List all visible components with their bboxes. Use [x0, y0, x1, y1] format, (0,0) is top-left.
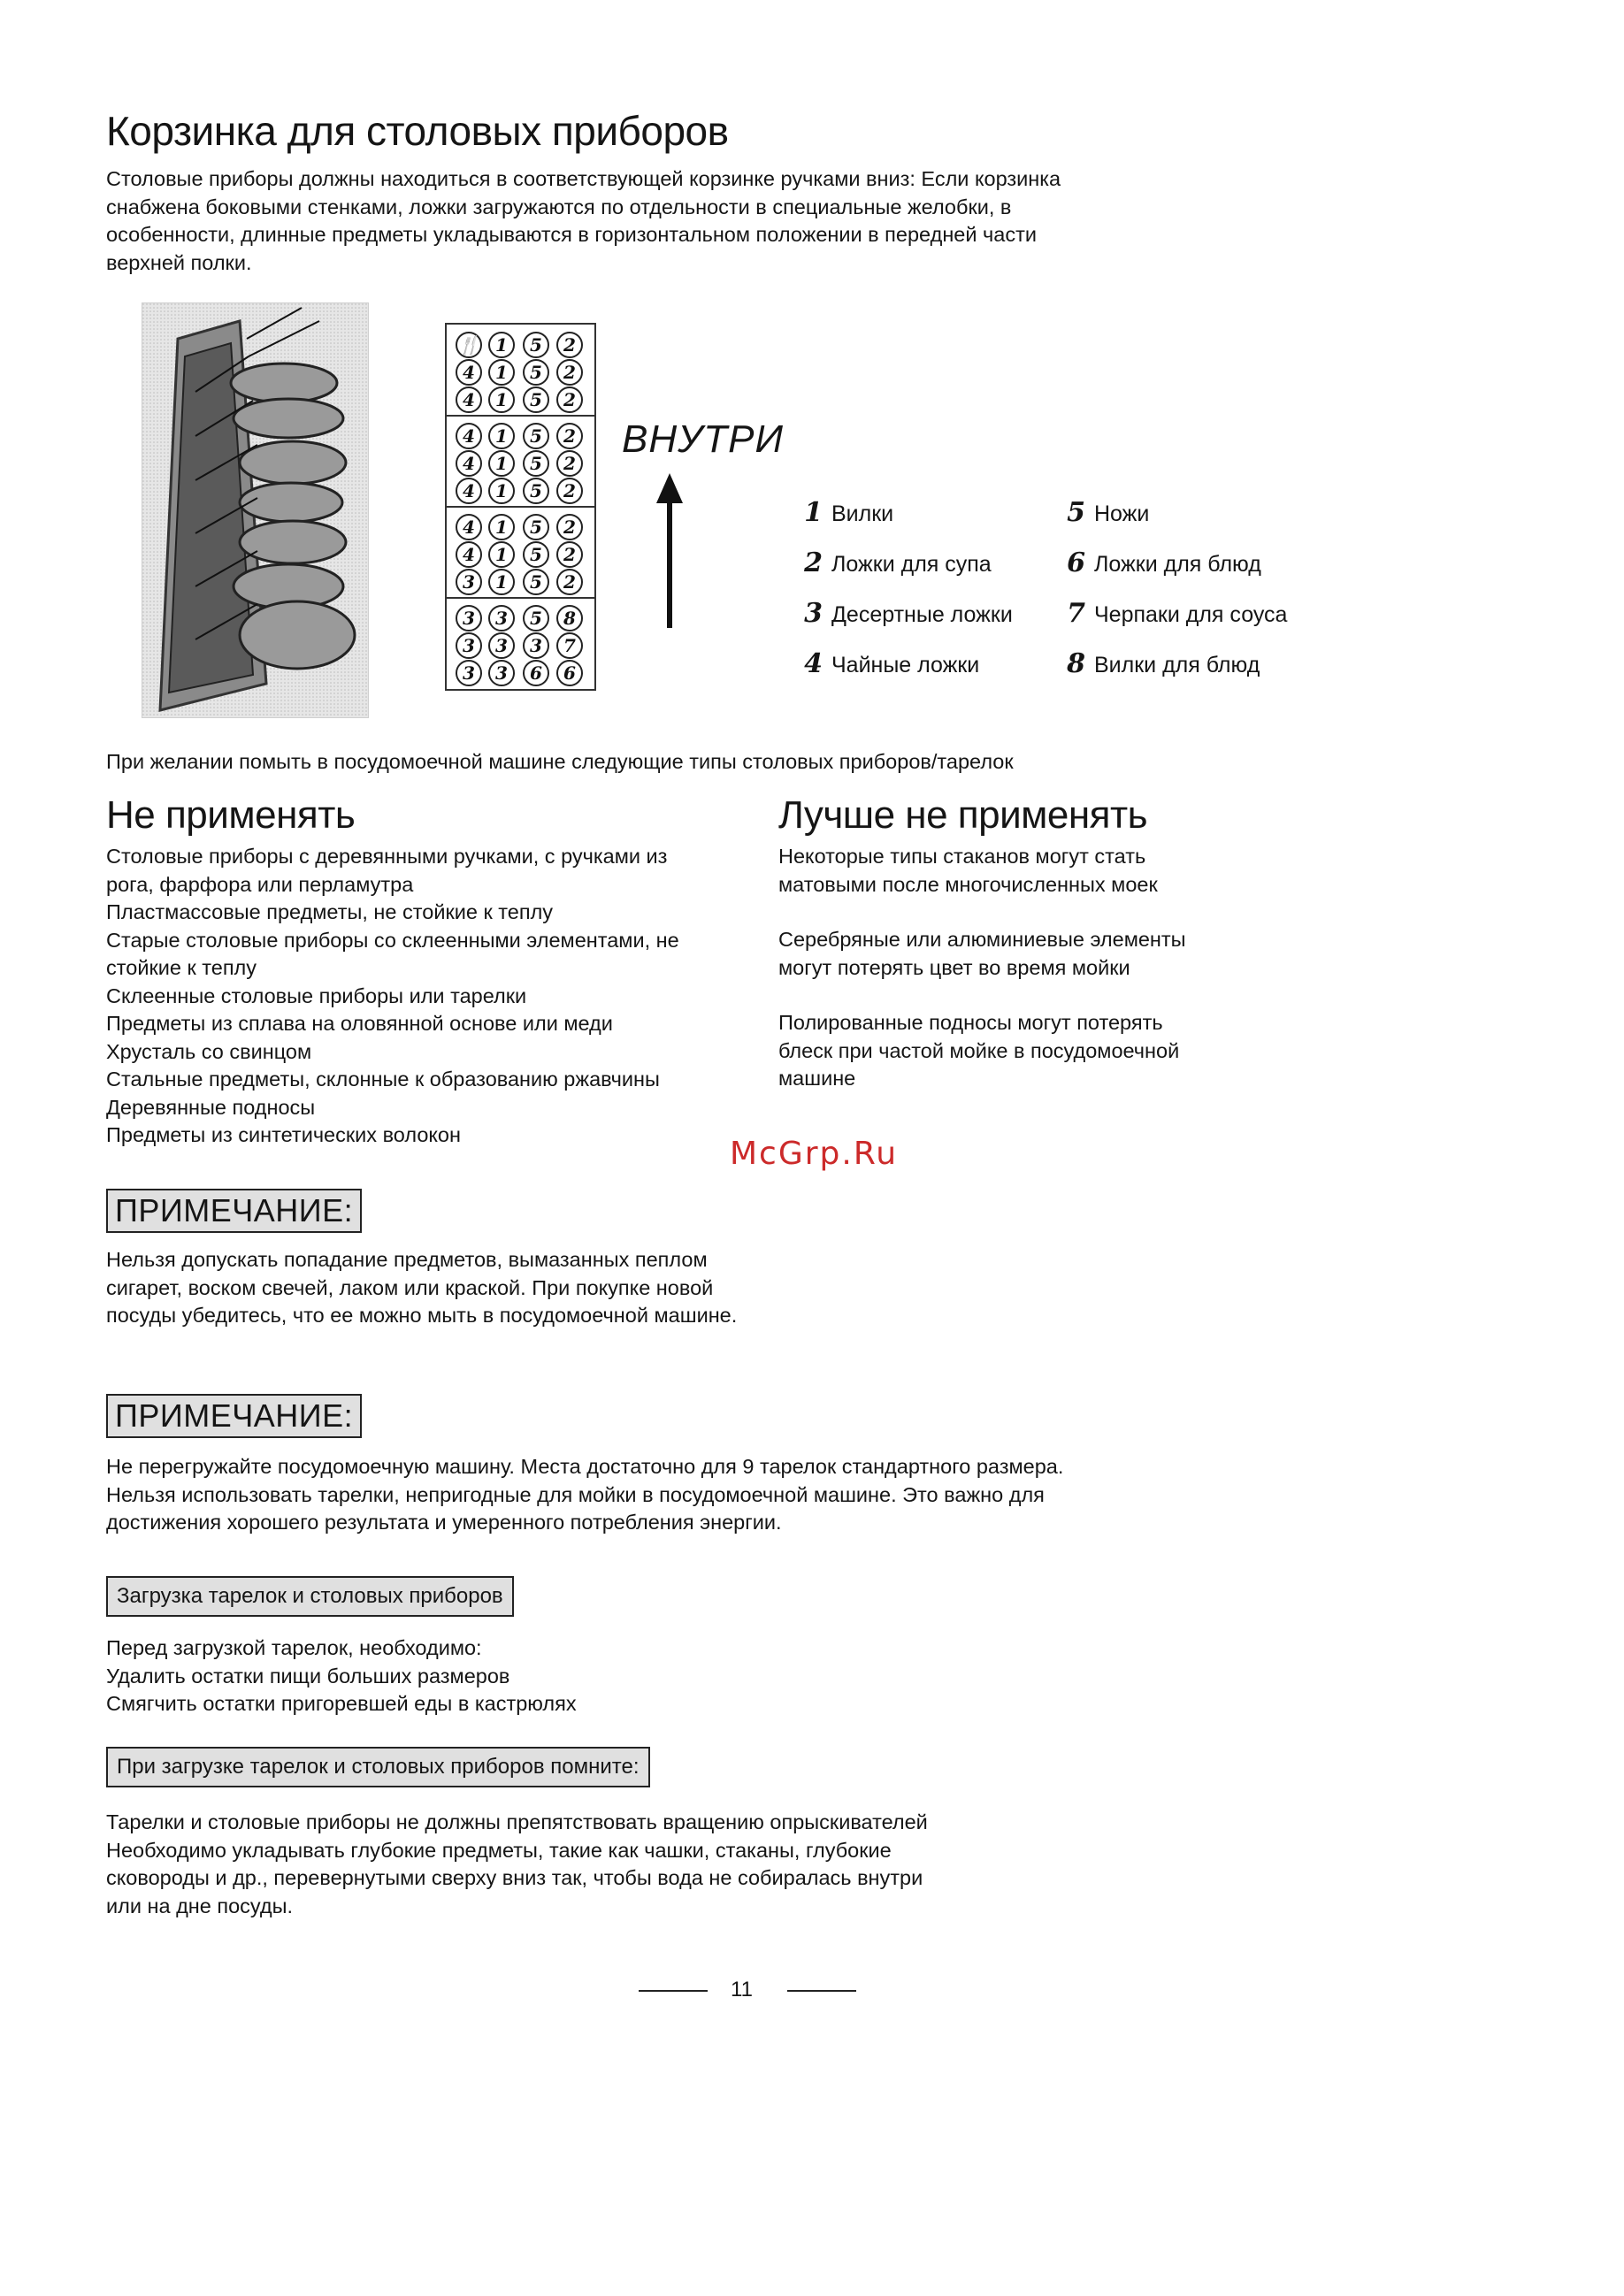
list-item: стойкие к теплу [106, 956, 257, 979]
intro-line: верхней полки. [106, 250, 252, 274]
watermark: McGrp.Ru [730, 1136, 899, 1172]
diagram-cell: 5 [523, 541, 549, 568]
wash-intro-line: При желании помыть в посудомоечной машине следующие типы столовых приборов/тарелок [106, 750, 1014, 773]
list-item: Деревянные подносы [106, 1095, 316, 1119]
better-not-block [778, 926, 1186, 982]
intro-line: Столовые приборы должны находиться в соответствующей корзинке ручками вниз: Если корзинка [106, 167, 1061, 190]
diagram-cell: 5 [523, 569, 549, 595]
diagram-cell: 3 [488, 605, 515, 631]
diagram-cell: 1 [488, 569, 515, 595]
remember-text [106, 1809, 928, 1920]
diagram-cell: 2 [556, 332, 583, 358]
list-item: Старые столовые приборы со склеенными элементами, не [106, 928, 679, 952]
better-not-block [778, 1009, 1179, 1093]
inside-label: ВНУТРИ [622, 417, 784, 461]
legend-item: 5 Ножи [1067, 497, 1150, 528]
legend-item: 3 Десертные ложки [804, 598, 1013, 629]
diagram-cell: 3 [456, 632, 482, 659]
list-item: Полированные подносы могут потерять [778, 1011, 1163, 1034]
list-item: Предметы из сплава на оловянной основе или меди [106, 1012, 613, 1035]
sector-divider [447, 597, 594, 599]
remember-line: сковороды и др., перевернутыми сверху вниз так, чтобы вода не собиралась внутри [106, 1866, 923, 1889]
list-item: Предметы из синтетических волокон [106, 1123, 461, 1146]
note-line: сигарет, воском свечей, лаком или краской. При покупке новой [106, 1275, 714, 1299]
diagram-cell: 4 [456, 450, 482, 477]
diagram-cell: 3 [523, 632, 549, 659]
diagram-cell: 1 [488, 423, 515, 449]
diagram-cell: 2 [556, 359, 583, 386]
diagram-cell: 1 [488, 386, 515, 413]
page-number: 11 [731, 1978, 753, 2001]
diagram-cell: 2 [556, 478, 583, 504]
diagram-cell: 5 [523, 450, 549, 477]
diagram-cell: 3 [456, 569, 482, 595]
diagram-cell: 2 [556, 386, 583, 413]
diagram-cell: 2 [556, 569, 583, 595]
remember-label: При загрузке тарелок и столовых приборов помните: [106, 1747, 650, 1787]
not-use-heading: Не применять [106, 793, 356, 837]
diagram-cell: 3 [456, 660, 482, 686]
diagram-cell: 5 [523, 478, 549, 504]
diagram-cell: 5 [523, 386, 549, 413]
list-item: Стальные предметы, склонные к образованию ржавчины [106, 1068, 660, 1091]
list-item: Столовые приборы с деревянными ручками, с ручками из [106, 845, 668, 868]
diagram-cell: 4 [456, 478, 482, 504]
diagram-cell: 4 [456, 514, 482, 540]
note-line: Не перегружайте посудомоечную машину. Места достаточно для 9 тарелок стандартного размера. [106, 1455, 1064, 1478]
note-label: ПРИМЕЧАНИЕ: [106, 1189, 362, 1233]
loading-line: Удалить остатки пищи больших размеров [106, 1664, 510, 1688]
not-use-list [106, 843, 679, 1150]
diagram-cell: 7 [556, 632, 583, 659]
diagram-cell: 1 [488, 450, 515, 477]
loading-text [106, 1634, 577, 1718]
list-item: Пластмассовые предметы, не стойкие к теплу [106, 900, 554, 923]
better-not-heading: Лучше не применять [778, 793, 1148, 837]
diagram-cell: 2 [556, 541, 583, 568]
diagram-cell: 5 [523, 514, 549, 540]
note-line: достижения хорошего результата и умеренного потребления энергии. [106, 1511, 782, 1534]
note-text [106, 1453, 1063, 1537]
diagram-cell: 3 [488, 660, 515, 686]
diagram-cell: 3 [456, 605, 482, 631]
note-line: посуды убедитесь, что ее можно мыть в посудомоечной машине. [106, 1304, 738, 1327]
better-not-block [778, 843, 1158, 899]
basket-illustration [142, 303, 368, 717]
list-item: машине [778, 1067, 856, 1090]
intro-paragraph [106, 165, 1061, 277]
remember-line: или на дне посуды. [106, 1894, 294, 1917]
diagram-cell: 4 [456, 386, 482, 413]
note-line: Нельзя использовать тарелки, непригодные для мойки в посудомоечной машине. Это важно для [106, 1482, 1045, 1506]
legend-item: 6 Ложки для блюд [1067, 547, 1261, 578]
up-arrow-icon [655, 473, 685, 628]
sector-divider [447, 506, 594, 508]
diagram-cell: 1 [488, 514, 515, 540]
diagram-cell: 🍴 [456, 332, 482, 358]
diagram-cell: 4 [456, 359, 482, 386]
diagram-cell: 2 [556, 514, 583, 540]
loading-line: Перед загрузкой тарелок, необходимо: [106, 1636, 482, 1659]
list-item: блеск при частой мойке в посудомоечной [778, 1038, 1180, 1062]
diagram-cell: 6 [556, 660, 583, 686]
loading-label: Загрузка тарелок и столовых приборов [106, 1576, 514, 1617]
page-number-rule [787, 1990, 856, 1992]
remember-line: Тарелки и столовые приборы не должны препятствовать вращению опрыскивателей [106, 1810, 928, 1833]
diagram-cell: 5 [523, 423, 549, 449]
diagram-cell: 1 [488, 332, 515, 358]
legend-item: 7 Черпаки для соуса [1067, 598, 1288, 629]
diagram-cell: 3 [488, 632, 515, 659]
diagram-cell: 5 [523, 332, 549, 358]
basket-layout-diagram [445, 323, 596, 691]
list-item: Хрусталь со свинцом [106, 1039, 312, 1063]
legend-item: 8 Вилки для блюд [1067, 648, 1260, 679]
page-title: Корзинка для столовых приборов [106, 108, 729, 154]
diagram-cell: 1 [488, 359, 515, 386]
page-number-rule [639, 1990, 708, 1992]
diagram-cell: 1 [488, 478, 515, 504]
list-item: рога, фарфора или перламутра [106, 872, 414, 896]
list-item: могут потерять цвет во время мойки [778, 955, 1130, 979]
intro-line: особенности, длинные предметы укладываются в горизонтальном положении в передней части [106, 223, 1037, 246]
list-item: Некоторые типы стаканов могут стать [778, 845, 1146, 868]
list-item: Склеенные столовые приборы или тарелки [106, 983, 527, 1007]
note-line: Нельзя допускать попадание предметов, вымазанных пеплом [106, 1248, 708, 1271]
remember-line: Необходимо укладывать глубокие предметы, такие как чашки, стаканы, глубокие [106, 1838, 892, 1862]
diagram-cell: 5 [523, 359, 549, 386]
diagram-cell: 4 [456, 423, 482, 449]
legend-item: 4 Чайные ложки [804, 648, 980, 679]
diagram-cell: 1 [488, 541, 515, 568]
diagram-cell: 4 [456, 541, 482, 568]
diagram-cell: 6 [523, 660, 549, 686]
sector-divider [447, 415, 594, 417]
diagram-cell: 2 [556, 423, 583, 449]
diagram-cell: 2 [556, 450, 583, 477]
intro-line: снабжена боковыми стенками, ложки загружаются по отдельности в специальные желобки, в [106, 195, 1012, 218]
list-item: Серебряные или алюминиевые элементы [778, 928, 1186, 951]
diagram-cell: 5 [523, 605, 549, 631]
list-item: матовыми после многочисленных моек [778, 872, 1158, 896]
note-label: ПРИМЕЧАНИЕ: [106, 1394, 362, 1438]
loading-line: Смягчить остатки пригоревшей еды в кастрюлях [106, 1692, 577, 1715]
legend-item: 1 Вилки [804, 497, 894, 528]
cutlery-basket-photo [142, 302, 369, 718]
diagram-cell: 8 [556, 605, 583, 631]
legend-item: 2 Ложки для супа [804, 547, 992, 578]
note-text [106, 1246, 737, 1330]
